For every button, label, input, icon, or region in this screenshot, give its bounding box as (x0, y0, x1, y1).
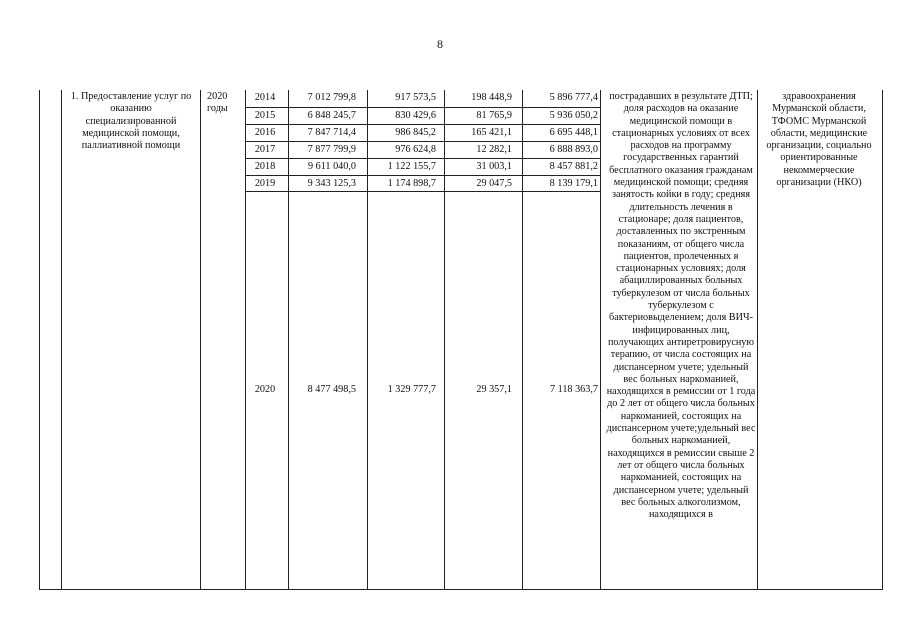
tfoms-cell: 7 118 363,7 (549, 384, 598, 395)
year-cell: 2015 (254, 110, 276, 121)
federal-cell: 986 845,2 (395, 127, 436, 138)
federal-cell: 1 329 777,7 (387, 384, 436, 395)
year-cell: 2016 (254, 127, 276, 138)
table-border-left (39, 90, 40, 590)
regional-cell: 31 003,1 (476, 161, 512, 172)
federal-cell: 830 429,6 (395, 110, 436, 121)
table-divider (444, 90, 445, 590)
table-border-bottom (39, 589, 883, 590)
federal-cell: 976 624,8 (395, 144, 436, 155)
tfoms-cell: 5 936 050,2 (549, 110, 598, 121)
year-cell: 2019 (254, 178, 276, 189)
total-cell: 9 343 125,3 (307, 178, 356, 189)
row-divider (245, 124, 600, 125)
total-cell: 8 477 498,5 (307, 384, 356, 395)
table-divider (61, 90, 62, 590)
table-divider (288, 90, 289, 590)
federal-cell: 1 174 898,7 (387, 178, 436, 189)
period-label: 2020 годы (207, 91, 228, 115)
year-cell: 2020 (254, 384, 276, 395)
total-cell: 7 877 799,9 (307, 144, 356, 155)
executors-text: здравоохранения Мурманской области, ТФОМС Мурманской области, медицинские организации, социально ориентированные некоммерческие организации (НКО) (766, 91, 872, 189)
year-cell: 2018 (254, 161, 276, 172)
table-divider (600, 90, 601, 590)
tfoms-cell: 5 896 777,4 (549, 92, 598, 103)
tfoms-cell: 8 457 881,2 (549, 161, 598, 172)
regional-cell: 12 282,1 (476, 144, 512, 155)
regional-cell: 198 448,9 (471, 92, 512, 103)
regional-cell: 29 357,1 (476, 384, 512, 395)
total-cell: 9 611 040,0 (307, 161, 356, 172)
regional-cell: 81 765,9 (476, 110, 512, 121)
year-cell: 2014 (254, 92, 276, 103)
total-cell: 7 012 799,8 (307, 92, 356, 103)
regional-cell: 29 047,5 (476, 178, 512, 189)
row-divider (245, 107, 600, 108)
federal-cell: 1 122 155,7 (387, 161, 436, 172)
indicators-text: пострадавших в результате ДТП; доля расходов на оказание медицинской помощи в стационарных условиях от всех расходов на программу государственных гарантий бесплатного оказания гражданам медицинской помощи; средняя занятость койки в году; средняя длительность лечения в стационаре; доля пациентов, доставленных по экстренным показаниям, от общего числа пациентов, пролеченных в стационарных условиях; доля абациллированных больных туберкулезом от числа больных туберкулезом с бактериовыделением; доля ВИЧ-инфицированных лиц, получающих антиретровирусную терапию, от числа состоящих на диспансерном учете; удельный вес больных наркоманией, находящихся в ремиссии от 1 года до 2 лет от общего числа больных наркоманией, состоящих на диспансерном учете;удельный вес больных наркоманией, находящихся в ремиссии свыше 2 лет от общего числа больных наркоманией, состоящих на диспансерном учете; удельный вес больных алкоголизмом, находящихся в (606, 91, 756, 521)
total-cell: 7 847 714,4 (307, 127, 356, 138)
table-divider (200, 90, 201, 590)
table-divider (367, 90, 368, 590)
page-number: 8 (437, 37, 443, 51)
table-divider (522, 90, 523, 590)
measure-name: 1. Предоставление услуг по оказанию специализированной медицинской помощи, паллиативной помощи (70, 91, 192, 152)
tfoms-cell: 6 888 893,0 (549, 144, 598, 155)
row-divider (245, 175, 600, 176)
regional-cell: 165 421,1 (471, 127, 512, 138)
row-divider (245, 158, 600, 159)
tfoms-cell: 8 139 179,1 (549, 178, 598, 189)
federal-cell: 917 573,5 (395, 92, 436, 103)
row-divider (245, 141, 600, 142)
row-divider (245, 191, 600, 192)
table-border-right (882, 90, 883, 590)
total-cell: 6 848 245,7 (307, 110, 356, 121)
year-cell: 2017 (254, 144, 276, 155)
tfoms-cell: 6 695 448,1 (549, 127, 598, 138)
